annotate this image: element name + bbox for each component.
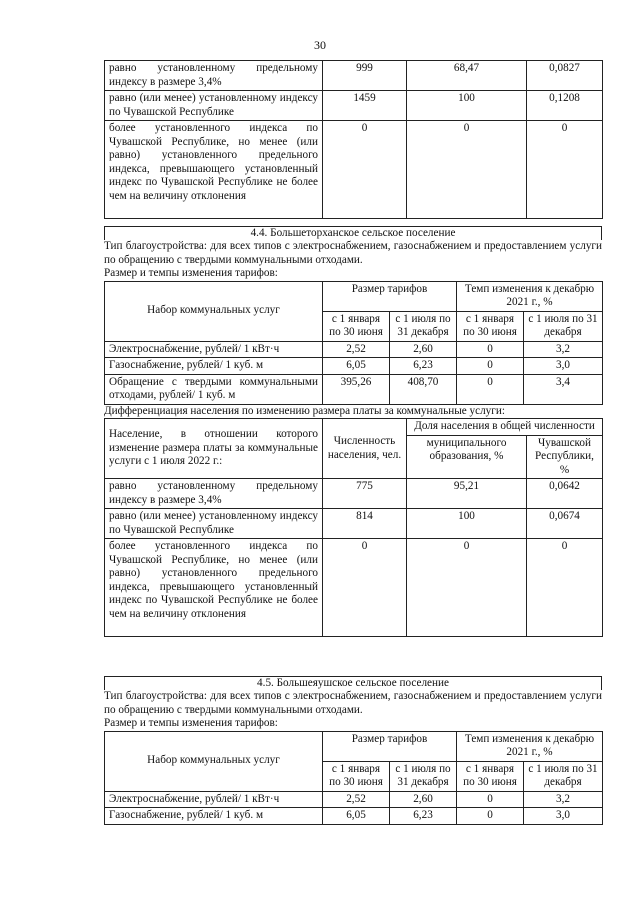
cell-value: 0 [457, 791, 524, 808]
tariff-table [104, 731, 603, 825]
cell-value: 408,70 [390, 374, 457, 404]
period-header: с 1 июля по 31 декабря [390, 311, 457, 341]
cell-value: 3,4 [524, 374, 603, 404]
republic-share: 0,0674 [527, 509, 603, 539]
tariff-size-header: Размер тарифов [323, 731, 457, 761]
period-header: с 1 июля по 31 декабря [524, 311, 603, 341]
table-row [105, 479, 603, 509]
cell-value: 0 [457, 358, 524, 375]
table-row [105, 91, 603, 121]
share-header: Доля населения в общей численности [407, 419, 603, 436]
differentiation-heading: Дифференциация населения по изменению размера платы за коммунальные услуги: [104, 404, 505, 417]
row-label: равно (или менее) установленному индексу по Чувашской Республике [105, 509, 323, 539]
municipal-share: 0 [407, 539, 527, 637]
cell-value: 3,0 [524, 358, 603, 375]
cell-value: 0 [457, 341, 524, 358]
republic-share: 0,1208 [527, 91, 603, 121]
service-name: Обращение с твердыми коммунальными отходами, рублей/ 1 куб. м [105, 374, 323, 404]
row-label: равно установленному предельному индексу в размере 3,4% [105, 479, 323, 509]
cell-value: 6,05 [323, 358, 390, 375]
tariff-table [104, 281, 603, 405]
cell-value: 3,2 [524, 791, 603, 808]
period-header: с 1 января по 30 июня [457, 311, 524, 341]
service-name: Электроснабжение, рублей/ 1 кВт·ч [105, 791, 323, 808]
population-count: 0 [323, 539, 407, 637]
municipal-share: 100 [407, 509, 527, 539]
republic-share: 0 [527, 539, 603, 637]
row-label: равно установленному предельному индексу в размере 3,4% [105, 61, 323, 91]
table-row [105, 509, 603, 539]
population-count: 999 [323, 61, 407, 91]
service-name: Газоснабжение, рублей/ 1 куб. м [105, 808, 323, 825]
cell-value: 2,52 [323, 791, 390, 808]
table-row [105, 791, 603, 808]
section-4-4 [104, 226, 602, 637]
municipal-share: 100 [407, 91, 527, 121]
republic-share: 0 [527, 121, 603, 219]
row-label: более установленного индекса по Чувашской Республике, но менее (или равно) установленного предельного индекса, превышающего установленный индекс по Чувашской Республике не более чем на величину отклонения [105, 539, 323, 637]
rate-change-header: Темп изменения к декабрю 2021 г., % [457, 281, 603, 311]
period-header: с 1 июля по 31 декабря [524, 761, 603, 791]
population-count: 1459 [323, 91, 407, 121]
cell-value: 6,23 [390, 358, 457, 375]
cell-value: 2,60 [390, 341, 457, 358]
service-name: Газоснабжение, рублей/ 1 куб. м [105, 358, 323, 375]
table-row [105, 539, 603, 637]
municipal-share: 68,47 [407, 61, 527, 91]
cell-value: 2,52 [323, 341, 390, 358]
page-number: 30 [314, 38, 326, 52]
population-count: 0 [323, 121, 407, 219]
population-count: 814 [323, 509, 407, 539]
cell-value: 0 [457, 374, 524, 404]
table-row [105, 341, 603, 358]
period-header: с 1 июля по 31 декабря [390, 761, 457, 791]
republic-share: 0,0827 [527, 61, 603, 91]
count-header: Численность населения, чел. [323, 419, 407, 479]
period-header: с 1 января по 30 июня [457, 761, 524, 791]
municipal-share: 95,21 [407, 479, 527, 509]
period-header: с 1 января по 30 июня [323, 311, 390, 341]
differentiation-table [104, 418, 603, 637]
services-header: Набор коммунальных услуг [105, 731, 323, 791]
table-row [105, 374, 603, 404]
section-4-5 [104, 676, 602, 825]
section-title: 4.4. Большеторханское сельское поселение [104, 226, 602, 240]
municipal-share: 0 [407, 121, 527, 219]
cell-value: 395,26 [323, 374, 390, 404]
rate-change-header: Темп изменения к декабрю 2021 г., % [457, 731, 603, 761]
table-row [105, 61, 603, 91]
table-row [105, 121, 603, 219]
improvement-type-text: Тип благоустройства: для всех типов с электроснабжением, газоснабжением и предоставлением услуги по обращению с твердыми коммунальными отходами. [104, 690, 602, 716]
cell-value: 3,0 [524, 808, 603, 825]
service-name: Электроснабжение, рублей/ 1 кВт·ч [105, 341, 323, 358]
improvement-type-text: Тип благоустройства: для всех типов с электроснабжением, газоснабжением и предоставлением услуги по обращению с твердыми коммунальными отходами. [104, 240, 602, 266]
municipal-header: муниципального образования, % [407, 435, 527, 479]
cell-value: 6,05 [323, 808, 390, 825]
row-label: равно (или менее) установленному индексу по Чувашской Республике [105, 91, 323, 121]
rates-heading: Размер и темпы изменения тарифов: [104, 717, 278, 729]
rates-heading: Размер и темпы изменения тарифов: [104, 267, 278, 279]
cell-value: 0 [457, 808, 524, 825]
republic-header: Чувашской Республики, % [527, 435, 603, 479]
population-count: 775 [323, 479, 407, 509]
section-title: 4.5. Большеяушское сельское поселение [104, 676, 602, 690]
cell-value: 3,2 [524, 341, 603, 358]
differentiation-table-continued [104, 60, 602, 219]
table-row [105, 358, 603, 375]
tariff-size-header: Размер тарифов [323, 281, 457, 311]
cell-value: 6,23 [390, 808, 457, 825]
table-row [105, 808, 603, 825]
row-label: более установленного индекса по Чувашской Республике, но менее (или равно) установленного предельного индекса, превышающего установленный индекс по Чувашской Республике не более чем на величину отклонения [105, 121, 323, 219]
period-header: с 1 января по 30 июня [323, 761, 390, 791]
services-header: Набор коммунальных услуг [105, 281, 323, 341]
population-header: Население, в отношении которого изменение размера платы за коммунальные услуги с 1 июля 2022 г.: [105, 419, 323, 479]
cell-value: 2,60 [390, 791, 457, 808]
republic-share: 0,0642 [527, 479, 603, 509]
